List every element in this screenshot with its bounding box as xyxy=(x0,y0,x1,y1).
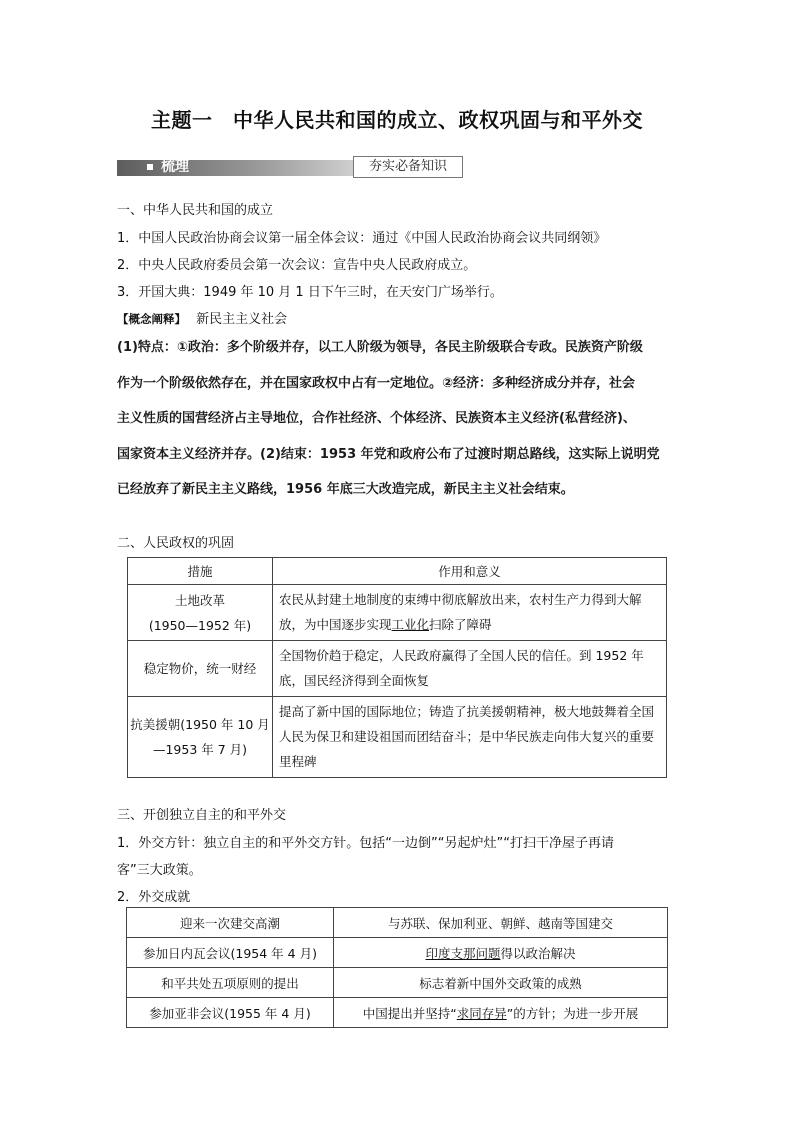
page-title: 主题一 中华人民共和国的成立、政权巩固与和平外交 xyxy=(151,108,643,132)
effect-cell xyxy=(273,697,667,778)
achievement-cell xyxy=(334,998,668,1028)
concept-line: 作为一个阶级依然存在，并在国家政权中占有一定地位。②经济：多种经济成分并存，社会 xyxy=(117,375,636,391)
concept-heading xyxy=(117,308,287,327)
effect-cell xyxy=(273,585,667,641)
achievement-text: 中国提出并坚持“ xyxy=(362,1005,457,1021)
event-cell: 迎来一次建交高潮 xyxy=(127,908,334,938)
effect-underlined: 工业化 xyxy=(391,617,430,632)
measure-cell xyxy=(128,585,273,641)
concept-paragraph xyxy=(117,330,682,508)
measure-line: —1953 年 7 月) xyxy=(152,742,248,757)
section3-item1-line1: 1．外交方针：独立自主的和平外交方针。包括“一边倒”“另起炉灶”“打扫干净屋子再请 xyxy=(117,836,614,851)
effect-text-tail: 扫除了障碍 xyxy=(429,617,492,632)
table-row xyxy=(128,641,667,697)
table-row xyxy=(127,938,668,968)
section3-heading: 三、开创独立自主的和平外交 xyxy=(117,808,287,823)
event-cell: 和平共处五项原则的提出 xyxy=(127,968,334,998)
table-header-row xyxy=(128,558,667,585)
concept-tag: 【概念阐释】 xyxy=(117,312,186,326)
diplomacy-table xyxy=(126,907,668,1028)
event-cell: 参加亚非会议(1955 年 4 月) xyxy=(127,998,334,1028)
banner-label-right: 夯实必备知识 xyxy=(353,156,463,178)
measure-cell xyxy=(128,697,273,778)
concept-line: 主义性质的国营经济占主导地位，合作社经济、个体经济、民族资本主义经济(私营经济)、 xyxy=(117,411,636,426)
achievement-text: 与苏联、保加利亚、朝鲜、越南等国建交 xyxy=(387,915,613,931)
table-row xyxy=(127,968,668,998)
effect-text: 农民从封建土地制度的束缚中彻底解放出来，农村生产力得到大解放，为中国逐步实现 xyxy=(279,592,642,632)
table-header-measure: 措施 xyxy=(128,558,273,585)
achievement-cell xyxy=(334,908,668,938)
square-bullet-icon xyxy=(147,164,153,170)
measure-line: 抗美援朝(1950 年 10 月 xyxy=(130,717,270,732)
achievement-cell xyxy=(334,938,668,968)
table-row xyxy=(127,998,668,1028)
section3-item1-line2: 客”三大政策。 xyxy=(117,863,202,878)
section3-item2: 2．外交成就 xyxy=(117,890,191,905)
achievement-cell xyxy=(334,968,668,998)
banner-label-left-text: 梳理 xyxy=(161,159,189,175)
table-row xyxy=(128,585,667,641)
achievement-text: 标志着新中国外交政策的成熟 xyxy=(419,975,582,991)
effect-text: 提高了新中国的国际地位；铸造了抗美援朝精神，极大地鼓舞着全国人民为保卫和建设祖国而团结奋斗；是中华民族走向伟大复兴的重要里程碑 xyxy=(279,704,655,769)
section1-heading: 一、中华人民共和国的成立 xyxy=(117,203,274,218)
section-banner xyxy=(117,156,447,182)
section1-item-3: 3．开国大典：1949 年 10 月 1 日下午三时，在天安门广场举行。 xyxy=(117,285,503,300)
table-header-effect: 作用和意义 xyxy=(273,558,667,585)
achievement-underlined: 印度支那问题 xyxy=(425,945,501,961)
effect-text: 全国物价趋于稳定，人民政府赢得了全国人民的信任。到 1952 年底，国民经济得到全面恢复 xyxy=(279,648,644,688)
measure-line: 稳定物价，统一财经 xyxy=(143,661,257,676)
achievement-underlined: 求同存异 xyxy=(456,1005,507,1021)
table-row xyxy=(127,908,668,938)
achievement-text-tail: ”的方针；为进一步开展 xyxy=(506,1005,639,1021)
section1-item-2: 2．中央人民政府委员会第一次会议：宣告中央人民政府成立。 xyxy=(117,258,477,273)
event-cell: 参加日内瓦会议(1954 年 4 月) xyxy=(127,938,334,968)
section1-item-1: 1．中国人民政治协商会议第一届全体会议：通过《中国人民政治协商会议共同纲领》 xyxy=(117,231,607,246)
measure-cell xyxy=(128,641,273,697)
concept-title: 新民主主义社会 xyxy=(196,312,288,327)
concept-line: (1)特点：①政治：多个阶级并存，以工人阶级为领导，各民主阶级联合专政。民族资产阶级 xyxy=(117,340,643,355)
consolidation-table xyxy=(127,557,667,778)
section2-heading: 二、人民政权的巩固 xyxy=(117,536,235,551)
effect-cell xyxy=(273,641,667,697)
concept-line: 已经放弃了新民主主义路线，1956 年底三大改造完成，新民主主义社会结束。 xyxy=(117,482,574,497)
concept-line: 国家资本主义经济并存。(2)结束：1953 年党和政府公布了过渡时期总路线，这实际上说明党 xyxy=(117,446,660,462)
table-row xyxy=(128,697,667,778)
achievement-text-tail: 得以政治解决 xyxy=(500,945,576,961)
banner-label-left xyxy=(147,156,189,178)
measure-line: (1950—1952 年) xyxy=(148,617,252,633)
measure-line: 土地改革 xyxy=(174,592,225,608)
